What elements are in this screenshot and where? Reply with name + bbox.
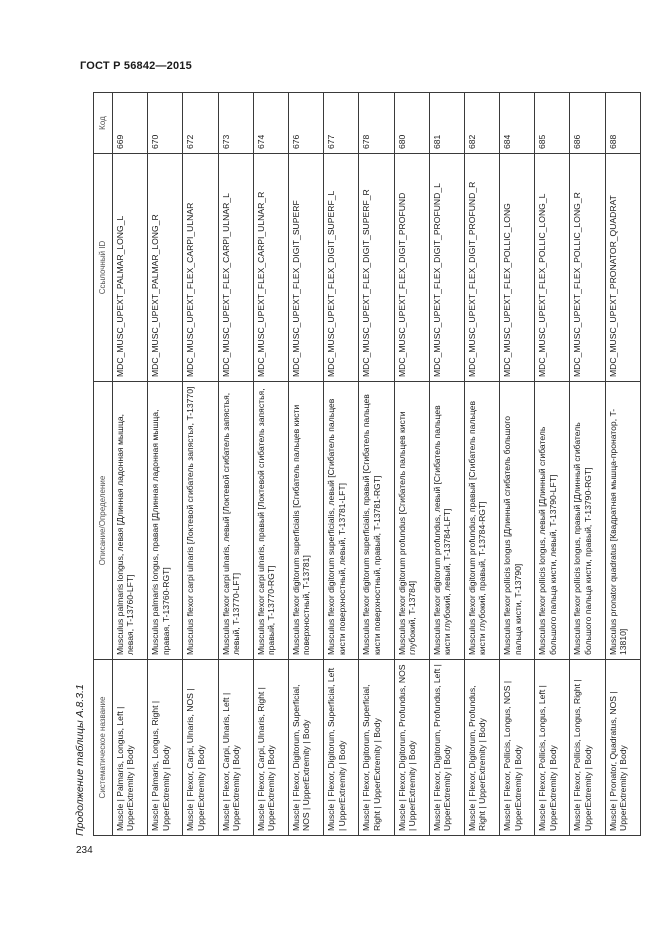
cell-ref-id: MDC_MUSC_UPEXT_FLEX_POLLIC_LONG_L <box>535 154 570 382</box>
cell-ref-id: MDC_MUSC_UPEXT_FLEX_DIGIT_PROFUND_R <box>464 154 499 382</box>
cell-systematic-name: Muscle | Flexor, Digitorum, Superficial, Right | UpperExtremity | Body <box>359 660 394 836</box>
cell-code: 674 <box>253 93 288 154</box>
cell-code: 677 <box>324 93 359 154</box>
cell-code: 669 <box>113 93 148 154</box>
cell-description: Musculus pronator quadratus [Квадратная мышца-пронатор, T-13810] <box>605 382 640 660</box>
cell-description: Musculus flexor carpi ulnaris, правый [Локтевой сгибатель запястья, правый, T-13770-RGT] <box>253 382 288 660</box>
table-row <box>113 93 148 836</box>
cell-code: 670 <box>148 93 183 154</box>
cell-systematic-name: Muscle | Palmaris, Longus, Right | UpperExtremity | Body <box>148 660 183 836</box>
cell-ref-id: MDC_MUSC_UPEXT_FLEX_DIGIT_PROFUND_L <box>429 154 464 382</box>
cell-systematic-name: Muscle | Flexor, Carpi, Ulnaris, NOS | UpperExtremity | Body <box>183 660 218 836</box>
cell-systematic-name: Muscle | Flexor, Digitorum, Superficial, NOS | UpperExtremity | Body <box>288 660 323 836</box>
cell-systematic-name: Muscle | Flexor, Digitorum, Profundus, Right | UpperExtremity | Body <box>464 660 499 836</box>
cell-code: 684 <box>500 93 535 154</box>
cell-description: Musculus flexor pollicis longus, правый [Длинный сгибатель большого пальца кисти, правый, T-13790-RGT] <box>570 382 605 660</box>
table-row <box>429 93 464 836</box>
cell-code: 673 <box>218 93 253 154</box>
rotated-content <box>72 93 641 836</box>
cell-ref-id: MDC_MUSC_UPEXT_FLEX_CARPI_ULNAR <box>183 154 218 382</box>
cell-code: 686 <box>570 93 605 154</box>
table-row <box>570 93 605 836</box>
cell-description: Musculus flexor digitorum profundus, левый [Сгибатель пальцев кисти глубокий, левый, T-13784-LFT] <box>429 382 464 660</box>
cell-ref-id: MDC_MUSC_UPEXT_PRONATOR_QUADRAT <box>605 154 640 382</box>
table-body <box>113 93 641 836</box>
cell-code: 672 <box>183 93 218 154</box>
table-row <box>500 93 535 836</box>
cell-ref-id: MDC_MUSC_UPEXT_FLEX_DIGIT_SUPERF_R <box>359 154 394 382</box>
cell-ref-id: MDC_MUSC_UPEXT_FLEX_POLLIC_LONG_R <box>570 154 605 382</box>
cell-code: 680 <box>394 93 429 154</box>
column-header-ref-id: Ссылочный ID <box>94 154 113 382</box>
cell-description: Musculus flexor carpi ulnaris, левый [Локтевой сгибатель запястья, левый, T-13770-LFT] <box>218 382 253 660</box>
cell-ref-id: MDC_MUSC_UPEXT_FLEX_DIGIT_SUPERF <box>288 154 323 382</box>
cell-code: 678 <box>359 93 394 154</box>
cell-ref-id: MDC_MUSC_UPEXT_FLEX_DIGIT_SUPERF_L <box>324 154 359 382</box>
cell-description: Musculus palmaris longus, правая [Длинная ладонная мышца, правая, T-13760-RGT] <box>148 382 183 660</box>
cell-code: 685 <box>535 93 570 154</box>
cell-description: Musculus flexor pollicis longus, левый [Длинный сгибатель большого пальца кисти, левый, T-13790-LFT] <box>535 382 570 660</box>
cell-ref-id: MDC_MUSC_UPEXT_PALMAR_LONG_L <box>113 154 148 382</box>
table-row <box>183 93 218 836</box>
column-header-code: Код <box>94 93 113 154</box>
cell-systematic-name: Muscle | Flexor, Carpi, Ulnaris, Right | UpperExtremity | Body <box>253 660 288 836</box>
table-row <box>605 93 640 836</box>
table-row <box>253 93 288 836</box>
table-row <box>148 93 183 836</box>
cell-description: Musculus flexor digitorum superficialis [Сгибатель пальцев кисти поверхностный, T-13781] <box>288 382 323 660</box>
cell-systematic-name: Muscle | Flexor, Carpi, Ulnaris, Left | UpperExtremity | Body <box>218 660 253 836</box>
cell-systematic-name: Muscle | Flexor, Pollicis, Longus, Left | UpperExtremity | Body <box>535 660 570 836</box>
table-row <box>359 93 394 836</box>
cell-description: Musculus flexor carpi ulnaris [Локтевой сгибатель запястья, T-13770] <box>183 382 218 660</box>
cell-ref-id: MDC_MUSC_UPEXT_FLEX_DIGIT_PROFUND <box>394 154 429 382</box>
cell-description: Musculus flexor digitorum profundus [Сгибатель пальцев кисти глубокий, T-13784] <box>394 382 429 660</box>
cell-description: Musculus flexor pollicis longus [Длинный сгибатель большого пальца кисти, T-13790] <box>500 382 535 660</box>
cell-ref-id: MDC_MUSC_UPEXT_PALMAR_LONG_R <box>148 154 183 382</box>
table-row <box>218 93 253 836</box>
cell-systematic-name: Muscle | Pronator, Quadratus, NOS | UpperExtremity | Body <box>605 660 640 836</box>
standard-header: ГОСТ Р 56842—2015 <box>80 60 192 72</box>
cell-systematic-name: Muscle | Flexor, Digitorum, Profundus, Left | UpperExtremity | Body <box>429 660 464 836</box>
table-row <box>394 93 429 836</box>
cell-systematic-name: Muscle | Flexor, Pollicis, Longus, NOS | UpperExtremity | Body <box>500 660 535 836</box>
rotated-table-area <box>72 93 641 836</box>
cell-code: 682 <box>464 93 499 154</box>
column-header-description: Описание/Определение <box>94 382 113 660</box>
cell-ref-id: MDC_MUSC_UPEXT_FLEX_CARPI_ULNAR_L <box>218 154 253 382</box>
cell-description: Musculus flexor digitorum profundus, правый [Сгибатель пальцев кисти глубокий, правый, T-13784-RGT] <box>464 382 499 660</box>
cell-description: Musculus palmaris longus, левая [Длинная ладонная мышца, левая, T-13760-LFT] <box>113 382 148 660</box>
cell-ref-id: MDC_MUSC_UPEXT_FLEX_CARPI_ULNAR_R <box>253 154 288 382</box>
cell-systematic-name: Muscle | Flexor, Digitorum, Superficial, Left | UpperExtremity | Body <box>324 660 359 836</box>
table-header-row <box>94 93 113 836</box>
terms-table <box>93 92 641 836</box>
cell-ref-id: MDC_MUSC_UPEXT_FLEX_POLLIC_LONG <box>500 154 535 382</box>
cell-systematic-name: Muscle | Flexor, Digitorum, Profundus, NOS | UpperExtremity | Body <box>394 660 429 836</box>
table-row <box>535 93 570 836</box>
table-row <box>288 93 323 836</box>
table-row <box>464 93 499 836</box>
cell-code: 676 <box>288 93 323 154</box>
cell-code: 688 <box>605 93 640 154</box>
cell-systematic-name: Muscle | Palmaris, Longus, Left | UpperExtremity | Body <box>113 660 148 836</box>
cell-description: Musculus flexor digitorum superficialis, правый [Сгибатель пальцев кисти поверхностный, правый, T-13781-RGT] <box>359 382 394 660</box>
table-row <box>324 93 359 836</box>
column-header-systematic: Систематическое название <box>94 660 113 836</box>
cell-code: 681 <box>429 93 464 154</box>
cell-description: Musculus flexor digitorum superficialis, левый [Сгибатель пальцев кисти поверхностный, левый, T-13781-LFT] <box>324 382 359 660</box>
cell-systematic-name: Muscle | Flexor, Pollicis, Longus, Right | UpperExtremity | Body <box>570 660 605 836</box>
page-number: 234 <box>76 845 93 856</box>
table-caption: Продолжение таблицы А.8.3.1 <box>74 684 86 836</box>
